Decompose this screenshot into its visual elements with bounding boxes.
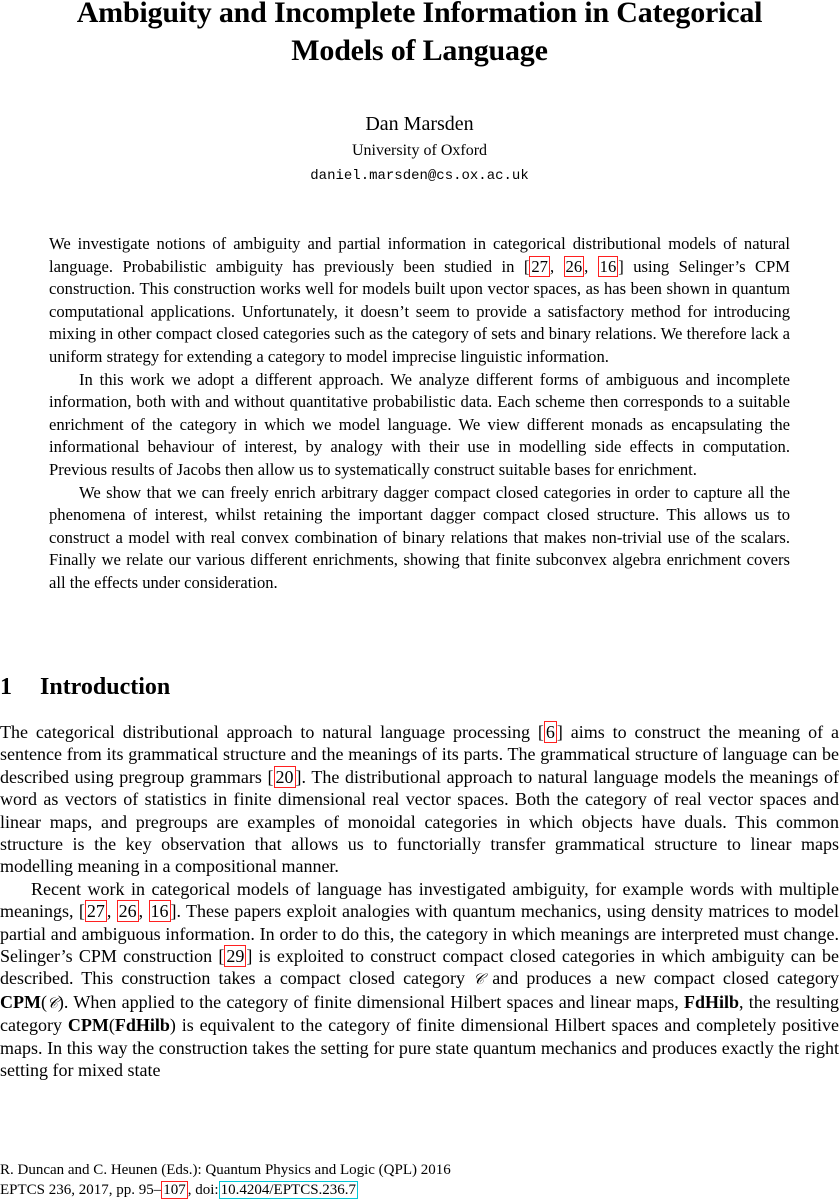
citation-separator: , <box>549 256 564 276</box>
citation-link[interactable]: 16 <box>599 256 617 276</box>
citation-separator: , <box>138 901 149 922</box>
abstract-paragraph-1 <box>49 233 790 369</box>
intro-paragraph-1 <box>0 721 839 878</box>
citation-link[interactable]: 27 <box>531 256 548 276</box>
category-symbol: 𝒞 <box>46 993 58 1012</box>
section-number: 1 <box>0 674 12 700</box>
title-line-1: Ambiguity and Incomplete Information in Categorical <box>76 0 763 29</box>
intro-text: The categorical distributional approach to natural language processing [ <box>0 722 544 742</box>
fdhilb-term: FdHilb <box>683 991 739 1012</box>
paren-open: ( <box>40 991 47 1012</box>
title-line-2: Models of Language <box>291 34 548 67</box>
intro-paragraph-2 <box>0 878 839 1082</box>
cpm-term: CPM <box>67 1015 109 1036</box>
citation-separator: , <box>584 256 598 276</box>
paper-title <box>0 0 839 70</box>
intro-text: ] is exploited to construct compact closed categories in which ambiguity can be described. This construction takes a compact closed category <box>0 946 839 989</box>
abstract <box>49 233 790 595</box>
paren-close: ) <box>169 1015 176 1036</box>
cpm-term: CPM <box>0 991 41 1012</box>
author-name: Dan Marsden <box>365 113 474 135</box>
category-symbol: 𝒞 <box>473 970 485 989</box>
citation-link[interactable]: 26 <box>565 256 583 276</box>
citation-separator: , <box>106 901 117 922</box>
intro-text: ] aims to construct the meaning of a sentence from its grammatical structure and the meanings of its parts. The grammatical structure of language can be described using pregroup grammars [ <box>0 722 839 787</box>
abstract-paragraph-3: We show that we can freely enrich arbitrary dagger compact closed categories in order to capture all the phenomena of interest, whilst retaining the important dagger compact closed structure. This allows us to construct a model with real convex combination of binary relations that makes non-trivial use of the scalars. Finally we relate our various different enrichments, showing that finite subconvex algebra enrichment covers all the effects under consideration. <box>49 482 790 592</box>
author-email: daniel.marsden@cs.ox.ac.uk <box>310 168 529 184</box>
intro-text: Recent work in categorical models of language has investigated ambiguity, for example words with multiple meanings, [ <box>0 878 839 922</box>
section-heading <box>0 672 170 702</box>
section-title: Introduction <box>40 674 171 700</box>
abstract-text: We investigate notions of ambiguity and partial information in categorical distributional models of natural language. Probabilistic ambiguity has previously been studied in [ <box>49 234 790 276</box>
citation-link[interactable]: 26 <box>118 901 137 922</box>
citation-link[interactable]: 20 <box>275 766 294 787</box>
intro-text: is equivalent to the category of finite dimensional Hilbert spaces and completely positive maps. In this way the construction takes the setting for pure state quantum mechanics and produces exactly the right setting for mixed state <box>0 1015 839 1081</box>
footer-text: EPTCS 236, 2017, pp. 95– <box>0 1182 162 1198</box>
intro-text: ]. These papers exploit analogies with quantum mechanics, using density matrices to model partial and ambiguous information. In order to do this, the category in which meanings are interpreted must change. Selinger’s CPM construction [ <box>0 901 839 967</box>
doi-link[interactable]: 10.4204/EPTCS.236.7 <box>220 1182 357 1198</box>
footer-line-1: R. Duncan and C. Heunen (Eds.): Quantum Physics and Logic (QPL) 2016 <box>0 1162 451 1178</box>
citation-link[interactable]: 27 <box>86 901 105 922</box>
intro-text: ]. The distributional approach to natural language models the meanings of word as vectors of statistics in finite dimensional real vector spaces. Both the category of real vector spaces and linear maps, and pregroups are examples of monoidal categories in which objects have duals. This common structure is the key observation that allows us to functorially transfer grammatical structure to linear maps modelling meaning in a compositional manner. <box>0 766 839 877</box>
intro-text: , the resulting category <box>0 991 839 1036</box>
citation-link[interactable]: 16 <box>150 901 169 922</box>
paren-open: ( <box>108 1015 115 1036</box>
paren-close: ) <box>57 991 64 1012</box>
footer-citation <box>0 1160 839 1200</box>
citation-link[interactable]: 29 <box>226 946 245 967</box>
abstract-text: ] using Selinger’s CPM construction. This construction works well for models built upon vector spaces, as has been shown in quantum computational applications. Unfortunately, it doesn’t seem to provide a satisfactory method for introducing mixing in other compact closed categories such as the category of sets and binary relations. We therefore lack a uniform strategy for extending a category to model imprecise linguistic information. <box>49 256 791 366</box>
last-page-link[interactable]: 107 <box>163 1182 186 1198</box>
intro-text: . When applied to the category of finite dimensional Hilbert spaces and linear maps, <box>63 991 684 1012</box>
author-affiliation: University of Oxford <box>351 142 488 159</box>
fdhilb-term: FdHilb <box>114 1015 170 1036</box>
introduction-body <box>0 721 839 1082</box>
footer-text: , doi: <box>187 1182 219 1198</box>
intro-text: and produces a new compact closed category <box>484 968 839 989</box>
abstract-paragraph-2: In this work we adopt a different approach. We analyze different forms of ambiguous and incomplete information, both with and without quantitative probabilistic data. Each scheme then corresponds to a suitable enrichment of the category in which we model language. We view different monads as encapsulating the informational behaviour of interest, by analogy with their use in modelling side effects in computation. Previous results of Jacobs then allow us to systematically construct suitable bases for enrichment. <box>49 369 790 479</box>
citation-link[interactable]: 6 <box>545 722 555 742</box>
footer-line-2 <box>0 1180 839 1200</box>
